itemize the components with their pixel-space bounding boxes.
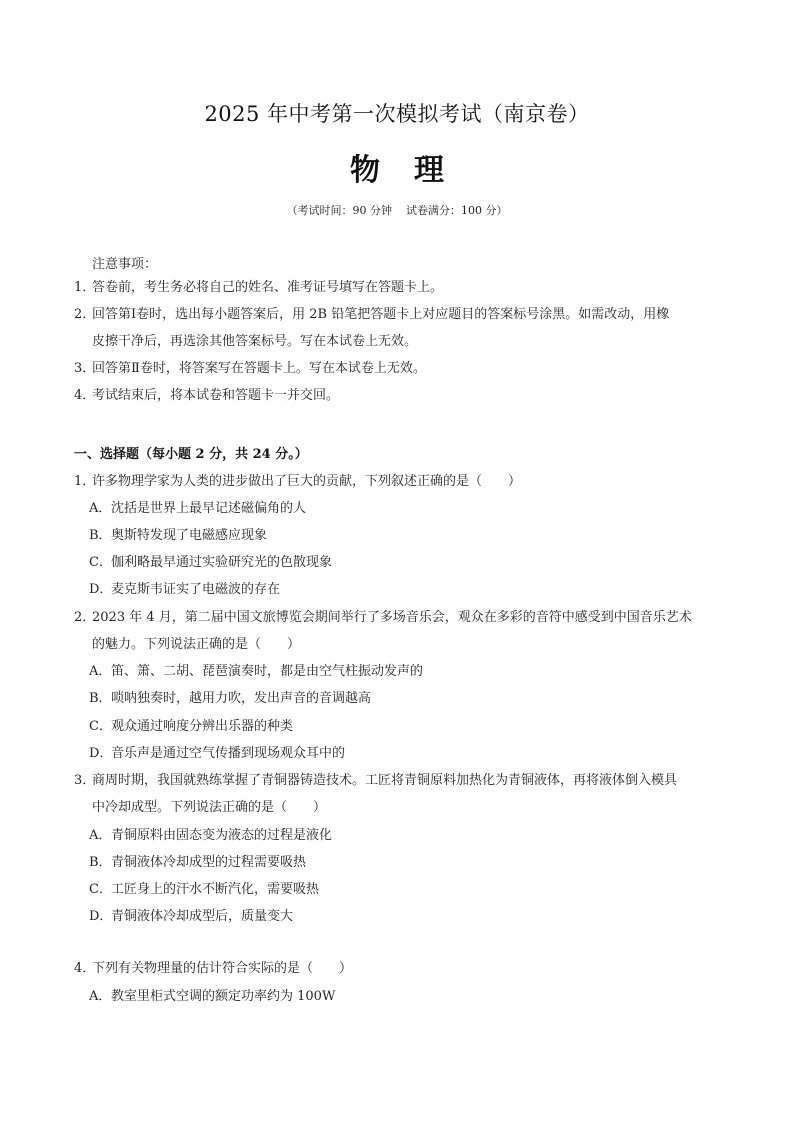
note-item — [74, 382, 734, 409]
note-text-continued: 皮擦干净后，再选涂其他答案标号。写在本试卷上无效。 — [92, 334, 418, 349]
option-d — [89, 576, 280, 603]
option-text: 麦克斯韦证实了电磁波的存在 — [111, 582, 281, 597]
option-d — [89, 903, 293, 930]
note-number: 3． — [74, 361, 96, 376]
option-a — [89, 658, 423, 685]
question-text: 许多物理学家为人类的进步做出了巨大的贡献，下列叙述正确的是（ ） — [92, 474, 522, 489]
option-letter: D． — [89, 582, 113, 597]
subject-char-2: 理 — [414, 153, 444, 188]
full-score: 试卷满分：100 分） — [406, 204, 508, 217]
option-text: 笛、箫、二胡、琵琶演奏时，都是由空气柱振动发声的 — [111, 664, 424, 679]
section-heading: 一、选择题（每小题 2 分，共 24 分。） — [74, 447, 308, 462]
option-c — [89, 713, 293, 740]
subject-title — [0, 145, 794, 189]
exam-info — [0, 202, 794, 218]
question-number: 4． — [74, 961, 96, 976]
option-b — [89, 685, 371, 712]
note-text: 回答第Ⅰ卷时，选出每小题答案后，用 2B 铅笔把答题卡上对应题目的答案标号涂黑。如需改动，用橡 — [92, 307, 670, 322]
question-2 — [74, 604, 734, 658]
note-text: 回答第Ⅱ卷时，将答案写在答题卡上。写在本试卷上无效。 — [92, 361, 426, 376]
option-letter: C． — [89, 719, 112, 734]
note-number: 4． — [74, 388, 96, 403]
exam-title: 2025 年中考第一次模拟考试（南京卷） — [204, 102, 590, 126]
option-letter: C． — [89, 555, 112, 570]
notes-heading: 注意事项： — [92, 257, 158, 272]
option-a — [89, 495, 306, 522]
option-letter: A． — [89, 828, 112, 843]
subject-char-1: 物 — [350, 153, 380, 188]
question-text-continued: 的魅力。下列说法正确的是（ ） — [92, 637, 301, 652]
question-4 — [74, 955, 734, 982]
option-letter: D． — [89, 909, 113, 924]
question-1 — [74, 468, 734, 495]
question-text: 下列有关物理量的估计符合实际的是（ ） — [92, 961, 353, 976]
exam-time: （考试时间：90 分钟 — [286, 204, 392, 217]
option-text: 观众通过响度分辨出乐器的种类 — [111, 719, 294, 734]
question-number: 2． — [74, 610, 96, 625]
option-c — [89, 876, 319, 903]
option-text: 工匠身上的汗水不断汽化，需要吸热 — [111, 882, 320, 897]
note-item — [74, 355, 734, 382]
note-text: 答卷前，考生务必将自己的姓名、准考证号填写在答题卡上。 — [92, 280, 444, 295]
question-text: 商周时期，我国就熟练掌握了青铜器铸造技术。工匠将青铜原料加热化为青铜液体，再将液体倒入模具 — [92, 773, 678, 788]
option-a — [89, 822, 332, 849]
note-number: 1． — [74, 280, 96, 295]
option-b — [89, 849, 306, 876]
option-letter: D． — [89, 746, 113, 761]
note-item — [74, 274, 734, 301]
question-text-continued: 中冷却成型。下列说法正确的是（ ） — [92, 800, 327, 815]
option-b — [89, 522, 267, 549]
question-number: 1． — [74, 474, 96, 489]
question-number: 3． — [74, 773, 96, 788]
option-text: 青铜原料由固态变为液态的过程是液化 — [111, 828, 333, 843]
option-text: 青铜液体冷却成型的过程需要吸热 — [111, 855, 307, 870]
note-item — [74, 301, 734, 355]
option-text: 沈括是世界上最早记述磁偏角的人 — [111, 501, 307, 516]
option-text: 教室里柜式空调的额定功率约为 100W — [111, 989, 336, 1004]
option-text: 青铜液体冷却成型后，质量变大 — [111, 909, 294, 924]
option-text: 音乐声是通过空气传播到现场观众耳中的 — [111, 746, 346, 761]
question-text: 2023 年 4 月，第二届中国文旅博览会期间举行了多场音乐会，观众在多彩的音符中感受到中国音乐艺术 — [92, 610, 692, 625]
option-letter: B． — [89, 691, 112, 706]
option-letter: C． — [89, 882, 112, 897]
option-text: 唢呐独奏时，越用力吹，发出声音的音调越高 — [111, 691, 372, 706]
option-letter: B． — [89, 855, 112, 870]
option-a — [89, 983, 335, 1010]
option-text: 奥斯特发现了电磁感应现象 — [111, 528, 268, 543]
question-3 — [74, 767, 734, 821]
note-number: 2． — [74, 307, 96, 322]
option-d — [89, 740, 345, 767]
note-text: 考试结束后，将本试卷和答题卡一并交回。 — [92, 388, 340, 403]
option-letter: B． — [89, 528, 112, 543]
option-c — [89, 549, 332, 576]
option-text: 伽利略最早通过实验研究光的色散现象 — [111, 555, 333, 570]
option-letter: A． — [89, 501, 112, 516]
option-letter: A． — [89, 989, 112, 1004]
option-letter: A． — [89, 664, 112, 679]
